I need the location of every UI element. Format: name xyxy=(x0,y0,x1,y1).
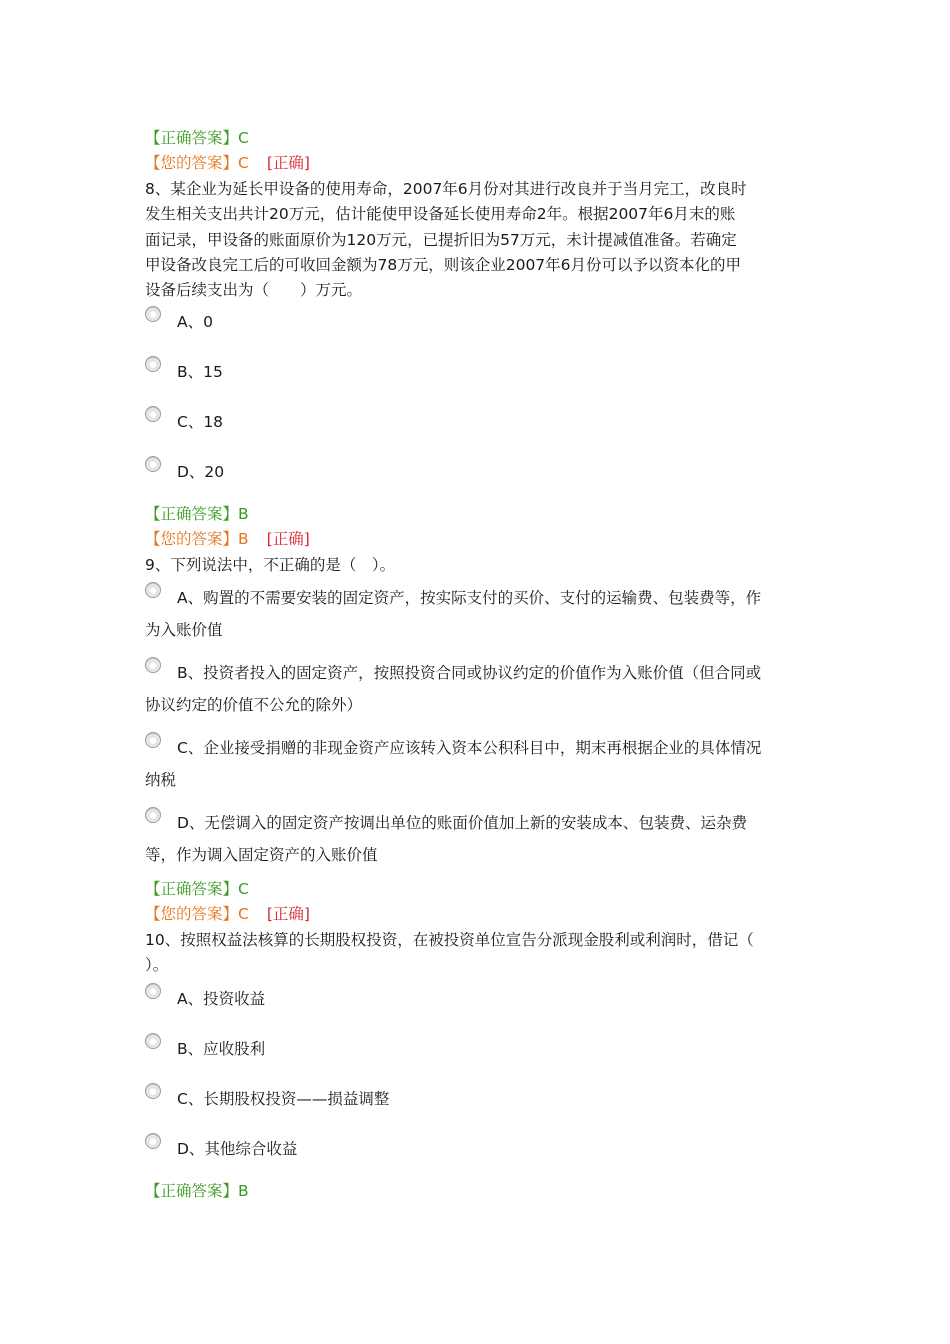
question-8-text: 8、某企业为延长甲设备的使用寿命，2007年6月份对其进行改良并于当月完工，改良时 发生相关支出共计20万元，估计能使甲设备延长使用寿命2年。根据2007年6月末的账 面记录，甲设备的账面原价为120万元，已提折旧为57万元，未计提减值准备。若确定 甲设备改良完工后的可收回金额为78万元，则该企业2007年6月份可以予以资本化的甲 设备后续支出为（ ）万元。 xyxy=(145,180,747,300)
radio-button[interactable] xyxy=(145,582,161,598)
radio-button[interactable] xyxy=(145,456,161,472)
question-9-text: 9、下列说法中，不正确的是（ ）。 xyxy=(145,556,396,574)
verdict-q9: [正确] xyxy=(266,905,310,923)
radio-button[interactable] xyxy=(145,1083,161,1099)
document-page: 【正确答案】C 【您的答案】C [正确] 8、某企业为延长甲设备的使用寿命，2007年6月份对其进行改良并于当月完工，改良时 发生相关支出共计20万元，估计能使甲设备延长使用寿命2年。根据2007年6月末的账 面记录，甲设备的账面原价为120万元，已提折旧为57万元，未计提减值准备。若确定 甲设备改良完工后的可收回金额为78万元，则该企业2007年6月份可以予以资本化的甲 设备后续支出为（ ）万元。 A、0 B、15 C、18 D、20 【正确答案】B 【您的答案】B [正确] 9、下列说法中，不正确的是（ ）。 A、购置的不需要安装的固定资产，按实际支付的买价、支付的运输费、包装费等，作 为入账价值 B、投资者投入的固定资产，按照投资合同或协议约定的价值作为入账价值（但合同或 协议约定的价值不公允的除外） C、企业接受捐赠的非现金资产应该转入资本公积科目中，期末再根据企业的具体情况 纳税 D、无偿调入的固定资产按调出单位的账面价值加上新的安装成本、包装费、运杂费 等，作为调入固定资产的入账价值 【正确答案】C 【您的答案】C [正确] 10、按照权益法核算的长期股权投资，在被投资单位宣告分派现金股利或利润时，借记（ ）。 A、投资收益 B、应收股利 C、长期股权投资——损益调整 D、其他综合收益 【正确答案】B xyxy=(0,0,950,1344)
radio-button[interactable] xyxy=(145,306,161,322)
radio-button[interactable] xyxy=(145,732,161,748)
your-answer-q7: 【您的答案】C [正确] xyxy=(145,154,310,172)
radio-button[interactable] xyxy=(145,1033,161,1049)
correct-answer-q7: 【正确答案】C xyxy=(145,129,249,147)
radio-button[interactable] xyxy=(145,657,161,673)
correct-answer-q10: 【正确答案】B xyxy=(145,1182,249,1200)
radio-button[interactable] xyxy=(145,356,161,372)
correct-answer-q9: 【正确答案】C xyxy=(145,880,249,898)
radio-button[interactable] xyxy=(145,406,161,422)
correct-answer-q8: 【正确答案】B xyxy=(145,505,249,523)
your-answer-q8: 【您的答案】B [正确] xyxy=(145,530,310,548)
radio-button[interactable] xyxy=(145,807,161,823)
verdict-q7: [正确] xyxy=(266,154,310,172)
your-answer-q9: 【您的答案】C [正确] xyxy=(145,905,310,923)
question-10-text: 10、按照权益法核算的长期股权投资，在被投资单位宣告分派现金股利或利润时，借记（ ）。 xyxy=(145,931,754,975)
radio-button[interactable] xyxy=(145,983,161,999)
verdict-q8: [正确] xyxy=(266,530,310,548)
radio-button[interactable] xyxy=(145,1133,161,1149)
